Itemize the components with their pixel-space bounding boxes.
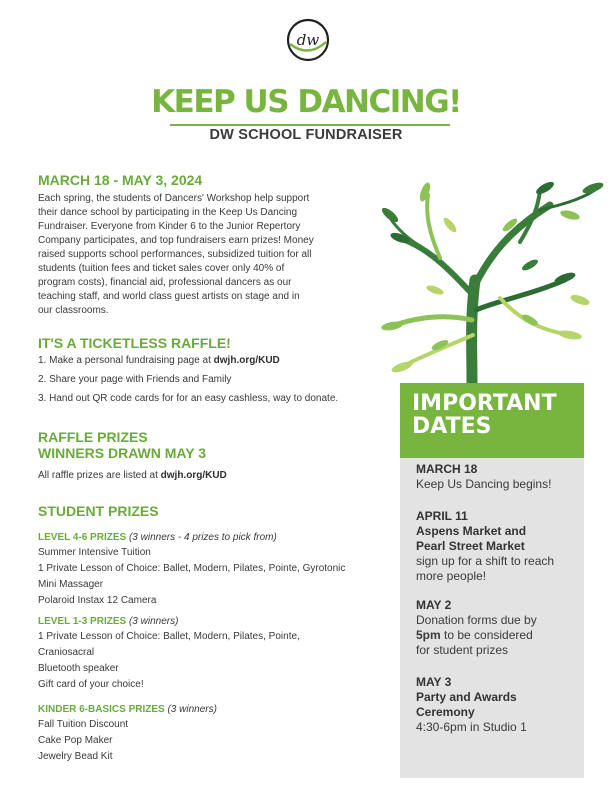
intro-line: their dance school by participating in the Keep Us Dancing bbox=[38, 207, 298, 218]
intro-line: program costs), financial aid, professional dancers as our bbox=[38, 277, 292, 288]
raffle-prizes-heading bbox=[38, 429, 206, 461]
title-divider bbox=[170, 124, 450, 126]
level-4-6-title bbox=[38, 532, 388, 543]
tree-icon bbox=[380, 170, 610, 385]
page-subtitle: DW SCHOOL FUNDRAISER bbox=[209, 127, 403, 143]
intro-line: Fundraiser. Everyone from Kinder 6 to the Junior Repertory bbox=[38, 221, 301, 232]
important-dates-title bbox=[412, 392, 582, 438]
intro-line: students (tuition fees and ticket sales cover only 40% of bbox=[38, 263, 285, 274]
intro-paragraph bbox=[38, 192, 378, 318]
level-4-6-prizes bbox=[38, 532, 388, 607]
raffle-prizes-heading-line2: WINNERS DRAWN MAY 3 bbox=[38, 445, 207, 461]
event-date: MAY 2 bbox=[416, 598, 452, 612]
raffle-heading: IT'S A TICKETLESS RAFFLE! bbox=[38, 335, 231, 351]
raffle-step-3: 3. Hand out QR code cards for for an easy cashless, way to donate. bbox=[38, 393, 339, 404]
event-march-18 bbox=[416, 462, 581, 492]
event-desc: sign up for a shift to reach bbox=[416, 554, 555, 568]
event-may-2 bbox=[416, 598, 581, 658]
raffle-step-2: 2. Share your page with Friends and Family bbox=[38, 374, 232, 385]
event-title: Pearl Street Market bbox=[416, 539, 525, 553]
level-4-6-title-text: LEVEL 4-6 PRIZES bbox=[38, 532, 127, 543]
event-april-11 bbox=[416, 509, 581, 584]
event-desc: for student prizes bbox=[416, 643, 509, 657]
raffle-step-1-text: 1. Make a personal fundraising page at bbox=[38, 355, 214, 366]
raffle-prizes-note bbox=[38, 469, 378, 482]
raffle-prizes-heading-line1: RAFFLE PRIZES bbox=[38, 429, 148, 445]
event-desc: more people! bbox=[416, 569, 487, 583]
kinder-prizes-note: (3 winners) bbox=[167, 704, 217, 715]
prize-item: Gift card of your choice! bbox=[38, 679, 144, 690]
event-date: MARCH 18 bbox=[416, 462, 478, 476]
prize-item: Polaroid Instax 12 Camera bbox=[38, 595, 157, 606]
prize-item: Craniosacral bbox=[38, 647, 95, 658]
kinder-prizes bbox=[38, 704, 388, 763]
level-4-6-note: (3 winners - 4 prizes to pick from) bbox=[128, 532, 277, 543]
raffle-prizes-link[interactable]: dwjh.org/KUD bbox=[160, 470, 227, 481]
prize-item: 1 Private Lesson of Choice: Ballet, Modern, Pilates, Pointe, bbox=[38, 631, 300, 642]
dw-logo-icon bbox=[286, 18, 330, 62]
level-1-3-note: (3 winners) bbox=[128, 616, 179, 627]
fundraising-link[interactable]: dwjh.org/KUD bbox=[213, 355, 280, 366]
prize-item: Jewelry Bead Kit bbox=[38, 751, 113, 762]
event-date: APRIL 11 bbox=[416, 509, 468, 523]
level-1-3-title bbox=[38, 616, 388, 627]
page-title: KEEP US DANCING! bbox=[151, 84, 461, 120]
event-desc-deadline bbox=[416, 628, 581, 643]
important-dates-title-line2: DATES bbox=[412, 414, 492, 439]
deadline-time: 5pm bbox=[416, 628, 441, 642]
intro-line: our classrooms. bbox=[38, 305, 109, 316]
student-prizes-heading: STUDENT PRIZES bbox=[38, 503, 159, 519]
level-1-3-title-text: LEVEL 1-3 PRIZES bbox=[38, 616, 127, 627]
kinder-prizes-title bbox=[38, 704, 388, 715]
event-title: Party and Awards bbox=[416, 690, 517, 704]
prize-item: Bluetooth speaker bbox=[38, 663, 119, 674]
deadline-rest: to be considered bbox=[440, 628, 533, 642]
logo-monogram: dw bbox=[296, 31, 320, 49]
prize-item: Summer Intensive Tuition bbox=[38, 547, 151, 558]
raffle-step-1 bbox=[38, 354, 398, 367]
event-desc: Keep Us Dancing begins! bbox=[416, 477, 552, 491]
prize-item: 1 Private Lesson of Choice: Ballet, Modern, Pilates, Pointe, Gyrotonic bbox=[38, 563, 346, 574]
intro-line: Company participates, and top fundraisers earn prizes! Money bbox=[38, 235, 314, 246]
kinder-prizes-title-text: KINDER 6-BASICS PRIZES bbox=[38, 704, 165, 715]
event-title: Aspens Market and bbox=[416, 524, 527, 538]
event-desc: Donation forms due by bbox=[416, 613, 537, 627]
prize-item: Fall Tuition Discount bbox=[38, 719, 129, 730]
prize-item: Cake Pop Maker bbox=[38, 735, 113, 746]
intro-line: teaching staff, and world class guest artists on stage and in bbox=[38, 291, 300, 302]
campaign-dates: MARCH 18 - MAY 3, 2024 bbox=[38, 172, 203, 188]
intro-line: Each spring, the students of Dancers' Workshop help support bbox=[38, 193, 310, 204]
event-desc: 4:30-6pm in Studio 1 bbox=[416, 720, 527, 734]
event-may-3 bbox=[416, 675, 581, 735]
level-1-3-prizes bbox=[38, 616, 388, 691]
intro-line: raised supports school performances, subsidized tuition for all bbox=[38, 249, 312, 260]
event-title: Ceremony bbox=[416, 705, 475, 719]
raffle-prizes-note-text: All raffle prizes are listed at bbox=[38, 470, 161, 481]
important-dates-title-line1: IMPORTANT bbox=[412, 391, 557, 416]
prize-item: Mini Massager bbox=[38, 579, 104, 590]
event-date: MAY 3 bbox=[416, 675, 452, 689]
